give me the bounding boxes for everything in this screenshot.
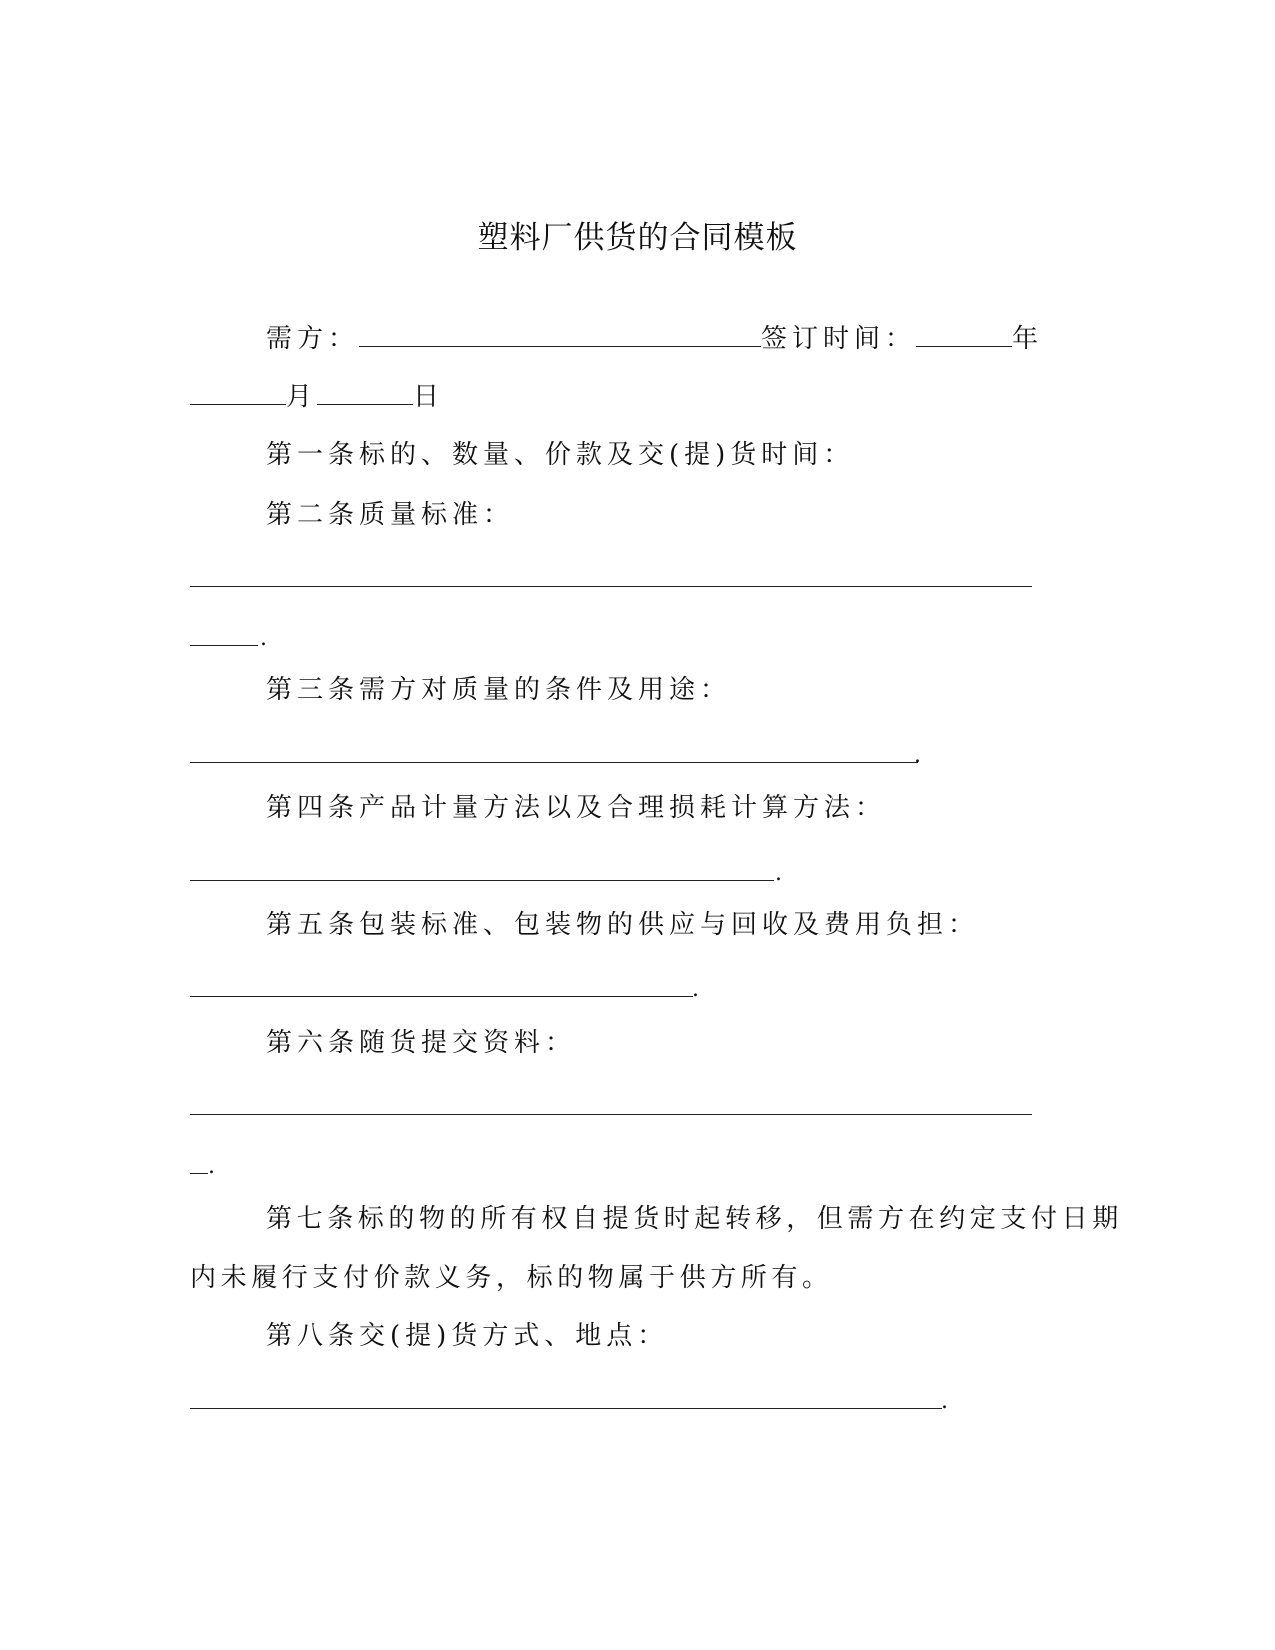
clause-3-period: . [914, 743, 921, 768]
clause-3: 第三条需方对质量的条件及用途： [266, 675, 732, 705]
month-blank [190, 380, 286, 405]
clause-3-blank-line [190, 762, 918, 763]
document-title: 塑料厂供货的合同模板 [477, 220, 798, 256]
sign-time-label: 签订时间： [761, 324, 917, 354]
clause-2-period: . [260, 626, 267, 651]
clause-5-period: . [692, 977, 699, 1002]
clause-2-blank-line-1 [190, 586, 1032, 587]
clause-5: 第五条包装标准、包装物的供应与回收及费用负担： [266, 910, 980, 940]
clause-8-period: . [941, 1389, 948, 1414]
clause-4-blank-line [190, 880, 774, 881]
clause-1: 第一条标的、数量、价款及交(提)货时间： [266, 440, 855, 470]
year-blank [916, 322, 1012, 347]
day-blank [317, 380, 413, 405]
clause-6: 第六条随货提交资料： [266, 1028, 577, 1058]
clause-7-line-2: 内未履行支付价款义务，标的物属于供方所有。 [190, 1263, 833, 1293]
clause-2: 第二条质量标准： [266, 500, 515, 530]
clause-6-period: . [208, 1154, 215, 1179]
clause-8-blank-line [190, 1408, 942, 1409]
date-line [190, 380, 444, 413]
clause-2-blank-line-2 [190, 645, 258, 646]
clause-8: 第八条交(提)货方式、地点： [266, 1321, 669, 1351]
buyer-blank [359, 322, 761, 347]
clause-6-blank-line-2 [190, 1173, 208, 1174]
month-label: 月 [286, 382, 318, 412]
clause-4-period: . [775, 861, 782, 886]
buyer-line [266, 322, 1043, 355]
buyer-label: 需方： [266, 324, 360, 354]
day-label: 日 [413, 382, 445, 412]
clause-7-line-1: 第七条标的物的所有权自提货时起转移，但需方在约定支付日期 [266, 1204, 1123, 1234]
year-label: 年 [1012, 324, 1044, 354]
clause-4: 第四条产品计量方法以及合理损耗计算方法： [266, 793, 887, 823]
clause-6-blank-line-1 [190, 1114, 1032, 1115]
clause-5-blank-line [190, 996, 693, 997]
